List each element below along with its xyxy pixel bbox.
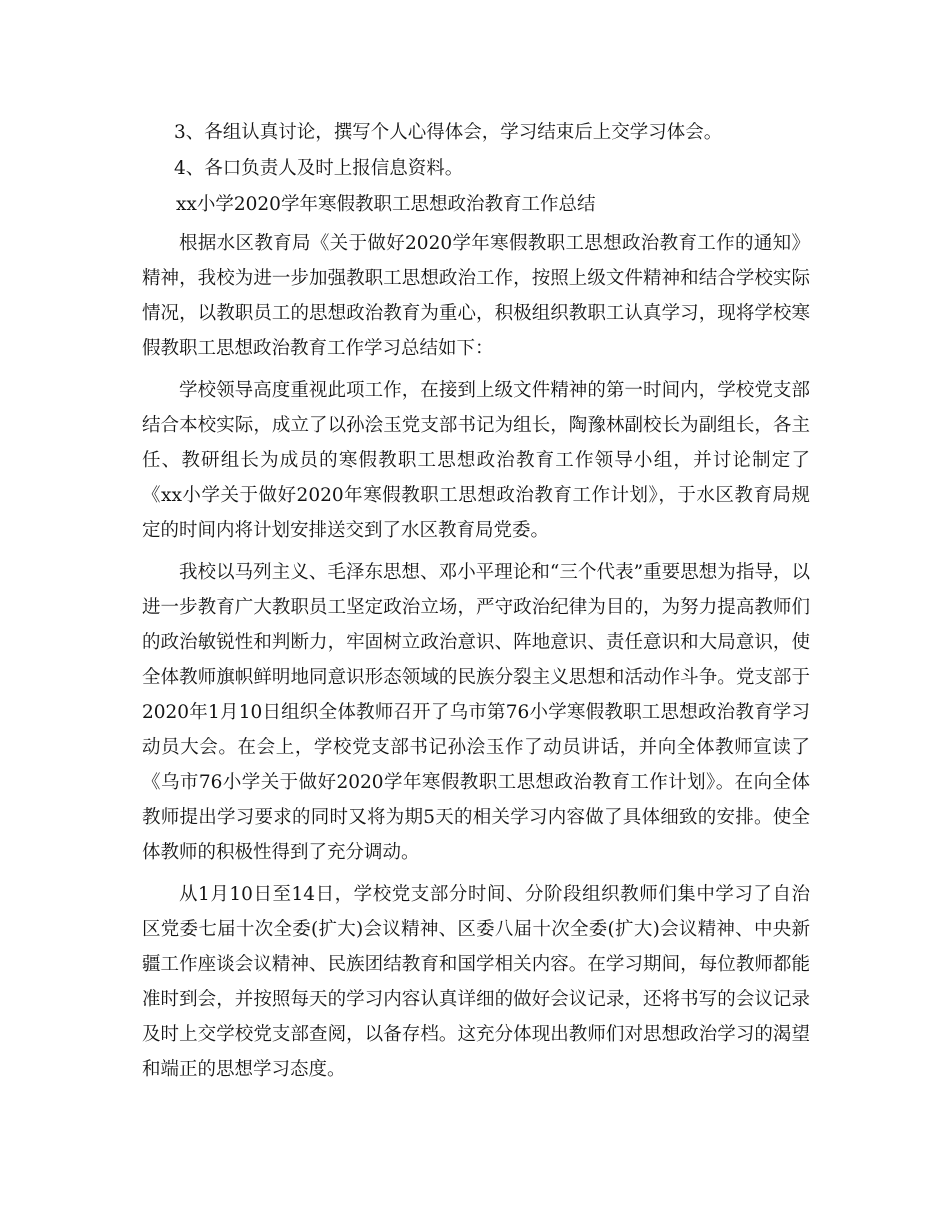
list-item: 3、各组认真讨论，撰写个人心得体会，学习结束后上交学习体会。 <box>174 122 723 143</box>
list-item: 4、各口负责人及时上报信息资料。 <box>174 158 464 179</box>
document-heading: xx小学2020学年寒假教职工思想政治教育工作总结 <box>176 194 596 215</box>
paragraph: 我校以马列主义、毛泽东思想、邓小平理论和“三个代表”重要思想为指导，以进一步教育广大教职员工坚定政治立场，严守政治纪律为目的，为努力提高教师们的政治敏锐性和判断力，牢固树立政治意识、阵地意识、责任意识和大局意识，使全体教师旗帜鲜明地同意识形态领域的民族分裂主义思想和活动作斗争。党支部于2020年1月10日组织全体教师召开了乌市第76小学寒假教职工思想政治教育学习动员大会。在会上，学校党支部书记孙浍玉作了动员讲话，并向全体教师宣读了《乌市76小学关于做好2020学年寒假教职工思想政治教育工作计划》。在向全体教师提出学习要求的同时又将为期5天的相关学习内容做了具体细致的安排。使全体教师的积极性得到了充分调动。 <box>142 562 810 863</box>
paragraph: 根据水区教育局《关于做好2020学年寒假教职工思想政治教育工作的通知》精神，我校为进一步加强教职工思想政治工作，按照上级文件精神和结合学校实际情况，以教职员工的思想政治教育为重心，积极组织教职工认真学习，现将学校寒假教职工思想政治教育工作学习总结如下： <box>142 233 810 359</box>
paragraph: 学校领导高度重视此项工作，在接到上级文件精神的第一时间内，学校党支部结合本校实际，成立了以孙浍玉党支部书记为组长，陶豫林副校长为副组长，各主任、教研组长为成员的寒假教职工思想政治教育工作领导小组，并讨论制定了《xx小学关于做好2020年寒假教职工思想政治教育工作计划》，于水区教育局规定的时间内将计划安排送交到了水区教育局党委。 <box>142 380 810 541</box>
paragraph: 从1月10日至14日，学校党支部分时间、分阶段组织教师们集中学习了自治区党委七届十次全委(扩大)会议精神、区委八届十次全委(扩大)会议精神、中央新疆工作座谈会议精神、民族团结教育和国学相关内容。在学习期间，每位教师都能准时到会，并按照每天的学习内容认真详细的做好会议记录，还将书写的会议记录及时上交学校党支部查阅，以备存档。这充分体现出教师们对思想政治学习的渴望和端正的思想学习态度。 <box>142 884 810 1080</box>
document-page <box>142 118 810 1087</box>
